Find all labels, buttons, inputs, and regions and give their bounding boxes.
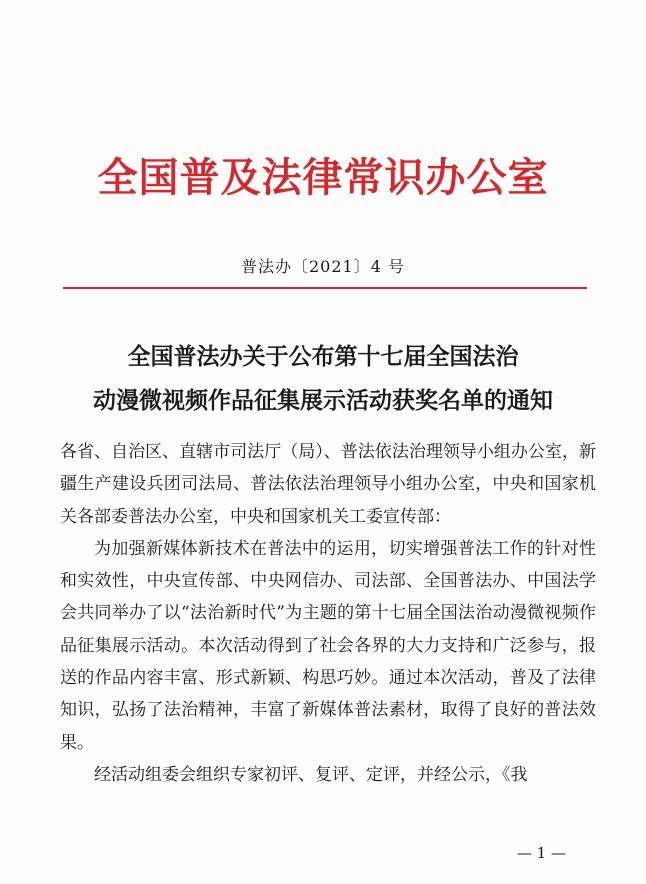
notice-title-line-1: 全国普法办关于公布第十七届全国法治 bbox=[127, 343, 519, 370]
page-number: — 1 — bbox=[516, 844, 566, 862]
document-number: 普法办〔2021〕4 号 bbox=[241, 257, 405, 276]
red-divider-line bbox=[63, 287, 587, 289]
notice-body bbox=[60, 436, 596, 791]
salutation-paragraph: 各省、自治区、直辖市司法厅（局）、普法依法治理领导小组办公室，新疆生产建设兵团司法局、普法依法治理领导小组办公室，中央和国家机关各部委普法办公室，中央和国家机关工委宣传部： bbox=[60, 442, 596, 527]
notice-title bbox=[40, 335, 606, 423]
body-paragraph-2: 经活动组委会组织专家初评、复评、定评，并经公示，《我 bbox=[94, 764, 528, 785]
body-paragraph-1: 为加强新媒体新技术在普法中的运用，切实增强普法工作的针对性和实效性，中央宣传部、中央网信办、司法部、全国普法办、中国法学会共同举办了以“法治新时代”为主题的第十七届全国法治动漫微视频作品征集展示活动。本次活动得到了社会各界的大力支持和广泛参与，报送的作品内容丰富、形式新颖、构思巧妙。通过本次活动，普及了法律知识，弘扬了法治精神，丰富了新媒体普法素材，取得了良好的普法效果。 bbox=[60, 538, 596, 753]
issuing-organization-header: 全国普及法律常识办公室 bbox=[97, 154, 549, 201]
notice-title-line-2: 动漫微视频作品征集展示活动获奖名单的通知 bbox=[93, 387, 553, 414]
